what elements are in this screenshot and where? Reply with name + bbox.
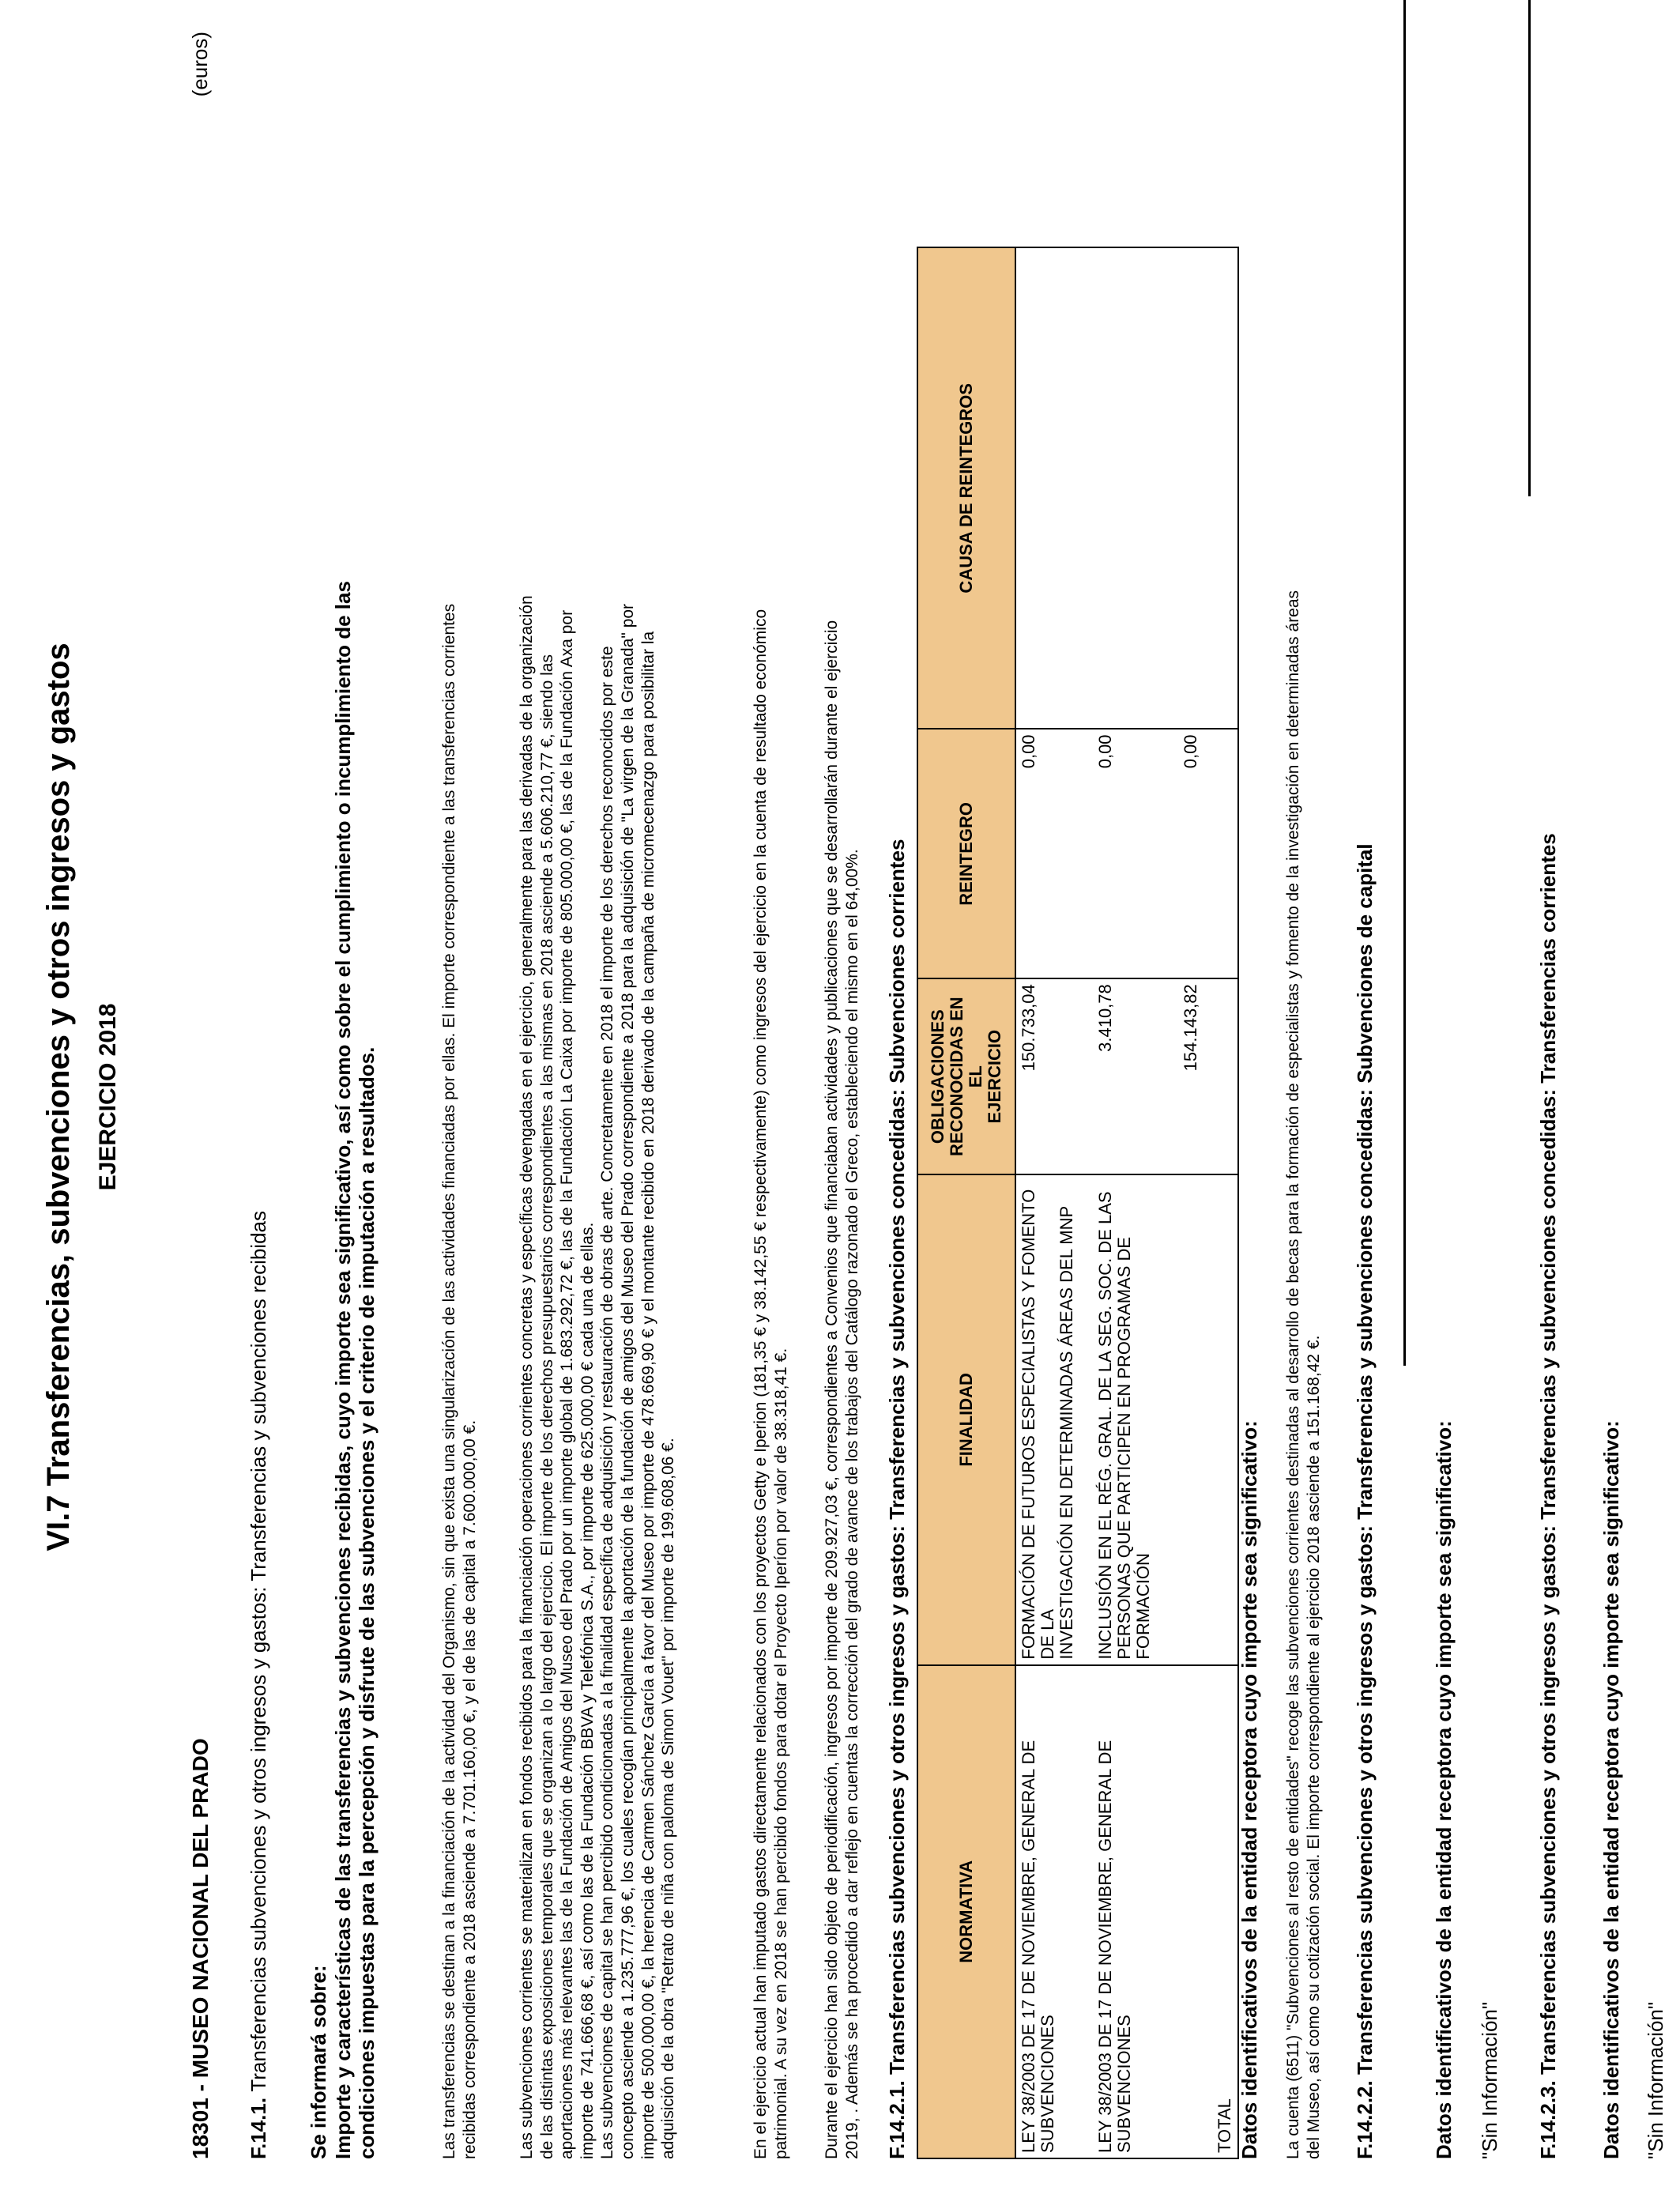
column-header-obligaciones — [917, 978, 1015, 1174]
cell-reintegro: 0,00 — [1015, 729, 1093, 978]
cell-total-causa — [1178, 247, 1238, 729]
paragraph-proyectos — [751, 609, 791, 2159]
section-f1421 — [885, 839, 910, 2159]
cell-line: PERSONAS QUE PARTICIPEN EN PROGRAMAS DE — [1114, 1236, 1135, 1660]
paragraph-line: Las subvenciones corrientes se materializan en fondos recibidos para la financiación operaciones corrientes concretas y específicas devengadas en el ejercicio, generalmente para las derivadas de la organización — [518, 595, 536, 2159]
cell-reintegro: 0,00 — [1093, 729, 1178, 978]
paragraph-line: En el ejercicio actual han imputado gastos directamente relacionados con los proyectos Getty e Iperion (181,35 € y 38.142,55 € respectivamente) como ingresos del ejercicio en la cuenta de resultado económico — [751, 609, 770, 2159]
cell-causa — [1015, 247, 1093, 729]
cell-obligaciones: 3.410,78 — [1093, 978, 1178, 1174]
cell-line: FORMACIÓN — [1133, 1553, 1154, 1660]
subvenciones-table — [917, 247, 1239, 2159]
cell-finalidad — [1093, 1174, 1178, 1664]
cell-obligaciones: 150.733,04 — [1015, 978, 1093, 1174]
header-line: OBLIGACIONES — [927, 1009, 947, 1144]
divider-line — [1528, 0, 1531, 496]
divider-line — [1403, 0, 1406, 1366]
cell-finalidad — [1015, 1174, 1093, 1664]
cell-total-obligaciones: 154.143,82 — [1178, 978, 1238, 1174]
paragraph-line: La cuenta (6511) "Subvenciones al resto de entidades" recoge las subvenciones corrientes destinadas al desarrollo de becas para la formación de especialistas y fomento de la investigación en determinadas áreas — [1284, 590, 1302, 2159]
column-header-causa: CAUSA DE REINTEGROS — [917, 247, 1015, 729]
paragraph-line: adquisición de la obra "Retrato de niña con paloma de Simon Vouet" por importe de 199.608,06 €. — [659, 1438, 678, 2159]
section-f1423-title: Transferencias subvenciones y otros ingresos y gastos: Transferencias y subvenciones concedidas: Transferencias corrientes — [1536, 833, 1560, 2075]
cell-line: INVESTIGACIÓN EN DETERMINADAS ÁREAS DEL MNP — [1057, 1205, 1077, 1660]
cell-causa — [1093, 247, 1178, 729]
cell-line: LEY 38/2003 DE 17 DE NOVIEMBRE, GENERAL DE — [1019, 1740, 1038, 2153]
datos-heading-3: Datos identificativos de la entidad receptora cuyo importe sea significativo: — [1599, 1420, 1623, 2159]
datos-paragraph-1 — [1283, 590, 1324, 2159]
exercise-year: EJERCICIO 2018 — [95, 1003, 121, 1191]
table-header-row — [917, 247, 1015, 2158]
column-header-normativa: NORMATIVA — [917, 1665, 1015, 2158]
section-f1423 — [1536, 833, 1561, 2159]
section-f1411-number: F.14.1. — [247, 2097, 270, 2159]
paragraph-periodificacion — [822, 620, 862, 2159]
column-header-reintegro: REINTEGRO — [917, 729, 1015, 978]
cell-total-label: TOTAL — [1178, 1665, 1238, 2158]
informa-heading: Se informará sobre: — [307, 1965, 330, 2159]
column-header-finalidad: FINALIDAD — [917, 1174, 1015, 1664]
cell-line: LEY 38/2003 DE 17 DE NOVIEMBRE, GENERAL DE — [1095, 1740, 1115, 2153]
cell-normativa — [1015, 1665, 1093, 2158]
table-total-row — [1178, 247, 1238, 2158]
paragraph-line: 2019, . Además se ha procedido a dar reflejo en cuentas la corrección del grado de avance de los trabajos del Catálogo razonado el Greco, estableciendo el mismo en el 64,00%. — [842, 849, 861, 2159]
paragraph-subvenciones — [517, 595, 679, 2159]
informa-block — [307, 247, 379, 2159]
section-f1422-title: Transferencias subvenciones y otros ingresos y gastos: Transferencias y subvenciones concedidas: Subvenciones de capital — [1353, 843, 1377, 2075]
paragraph-line: importe de 500.000,00 €, la herencia de Carmen Sánchez García a favor del Museo por importe de 478.669,90 € y el montante recibido en 2018 derivado de la campaña de micromecenazgo para posibilitar la — [638, 631, 657, 2159]
header-line: RECONOCIDAS EN EL — [946, 997, 985, 1157]
section-f1411-title: Transferencias subvenciones y otros ingresos y gastos: Transferencias y subvenciones recibidas — [247, 1211, 270, 2092]
units-label: (euros) — [188, 32, 212, 97]
table-row — [1015, 247, 1093, 2158]
paragraph-transferencias — [439, 604, 480, 2159]
cell-line: SUBVENCIONES — [1038, 2015, 1058, 2153]
cell-line: INCLUSIÓN EN EL RÉG. GRAL. DE LA SEG. SOC. DE LAS — [1095, 1191, 1115, 1660]
paragraph-line: Las transferencias se destinan a la financiación de la actividad del Organismo, sin que exista una singularización de las actividades financiadas por ellas. El importe correspondiente a las transferencias corrientes — [440, 603, 458, 2159]
section-f1422 — [1353, 843, 1377, 2159]
paragraph-line: importe de 741.666,68 €, así como las de la Fundación BBVA y Telefónica S.A., por importe de 625.000,00 € cada una de ellas. — [578, 1222, 597, 2159]
cell-total-reintegro: 0,00 — [1178, 729, 1238, 978]
cell-total-finalidad — [1178, 1174, 1238, 1664]
sin-informacion-2: "Sin Información" — [1478, 2001, 1501, 2159]
paragraph-line: Durante el ejercicio han sido objeto de periodificación, ingresos por importe de 209.927,03 €, correspondientes a Convenios que financiaban actividades y publicaciones que se desarrollarán durante el ejercicio — [823, 620, 841, 2159]
section-f1411 — [247, 1211, 271, 2159]
paragraph-line: concepto asciende a 1.235.777,96 €, los cuales recogían principalmente la aportación de la fundación de amigos del Museo del Prado correspondiente a 2018 para la adquisición de "La virgen de la Granada" por — [619, 603, 638, 2159]
entity-name: 18301 - MUSEO NACIONAL DEL PRADO — [188, 1738, 213, 2159]
informa-line-2: condiciones impuestas para la percepción y disfrute de las subvenciones y el criterio de imputación a resultados. — [355, 1046, 379, 2159]
paragraph-line: del Museo, así como su cotización social. El importe correspondiente al ejercicio 2018 asciende a 151.168,42 €. — [1304, 1335, 1323, 2159]
cell-line: SUBVENCIONES — [1114, 2015, 1135, 2153]
page-title: VI.7 Transferencias, subvenciones y otros ingresos y gastos — [41, 643, 76, 1551]
section-f1423-number: F.14.2.3. — [1536, 2080, 1560, 2159]
table-row — [1093, 247, 1178, 2158]
cell-normativa — [1093, 1665, 1178, 2158]
section-f1422-number: F.14.2.2. — [1353, 2080, 1377, 2159]
informa-line-1: Importe y características de las transferencias y subvenciones recibidas, cuyo importe sea significativo, así como sobre el cumplimiento o incumplimiento de las — [330, 581, 355, 2159]
datos-heading-2: Datos identificativos de la entidad receptora cuyo importe sea significativo: — [1432, 1420, 1456, 2159]
sin-informacion-3: "Sin Información" — [1644, 2001, 1667, 2159]
paragraph-line: patrimonial. A su vez en 2018 se han percibido fondos para dotar el Proyecto Iperíon por valor de 38.318,41 €. — [771, 1348, 790, 2159]
section-f1421-number: F.14.2.1. — [885, 2080, 909, 2159]
header-line: EJERCICIO — [985, 1029, 1005, 1124]
datos-heading-1: Datos identificativos de la entidad receptora cuyo importe sea significativo: — [1237, 1420, 1261, 2159]
paragraph-line: Las subvenciones de capital se han percibido condicionadas a la finalidad específica de adquisición y restauración de obras de arte. Concretamente en 2018 el importe de los derechos reconocidos por este — [598, 646, 617, 2159]
paragraph-line: aportaciones más relevantes las de la Fundación de Amigos del Museo del Prado por un importe global de 1.683.292,72 €, las de la Fundación La Caixa por importe de 805.000,00 €, las de la Fundación Axa por — [558, 609, 577, 2159]
paragraph-line: de las distintas exposiciones temporales que se organizan a lo largo del ejercicio. El importe de los derechos presupuestarios correspondientes a las mismas en 2018 asciende a 5.606.210,77 €, siendo las — [537, 654, 556, 2159]
section-f1421-title: Transferencias subvenciones y otros ingresos y gastos: Transferencias y subvenciones concedidas: Subvenciones corrientes — [885, 839, 909, 2075]
cell-line: FORMACIÓN DE FUTUROS ESPECIALISTAS Y FOMENTO DE LA — [1019, 1189, 1058, 1660]
paragraph-line: recibidas correspondiente a 2018 asciende a 7.701.160,00 €, y el de las de capital a 7.600.000,00 €. — [460, 1419, 479, 2159]
